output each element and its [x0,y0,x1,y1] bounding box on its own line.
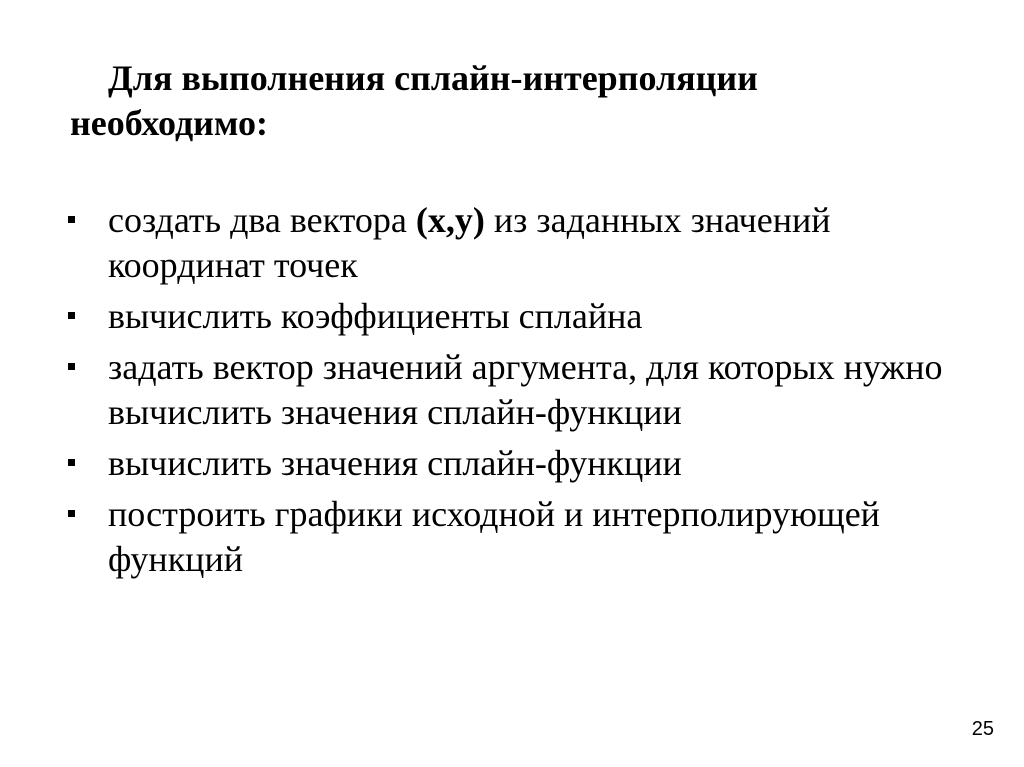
bullet-text: задать вектор значений аргумента, для которых нужно вычислить значения сплайн-функции [108,347,943,432]
bullet-item-compute-values [68,441,968,486]
bullet-square-icon [68,363,75,370]
bullet-text: построить графики исходной и интерполирующей функций [108,494,880,579]
bullet-item-create-vectors [68,198,968,288]
bullet-square-icon [68,312,75,319]
bullet-text: создать два вектора (х,у) из заданных значений координат точек [108,200,831,285]
bullet-square-icon [68,510,75,517]
slide-heading [70,56,970,146]
bullet-text: вычислить значения сплайн-функции [108,443,682,483]
bullet-text: вычислить коэффициенты сплайна [108,296,643,336]
heading-line-1: Для выполнения сплайн-интерполяции [108,58,758,98]
bullet-list [68,198,968,588]
bullet-bold-xy: (х,у) [415,200,485,240]
page-number: 25 [971,718,994,740]
bullet-item-plot-graphs [68,492,968,582]
bullet-item-argument-vector [68,345,968,435]
bullet-square-icon [68,216,75,223]
bullet-square-icon [68,459,75,466]
heading-line-2: необходимо: [70,103,268,143]
bullet-item-compute-coefficients [68,294,968,339]
